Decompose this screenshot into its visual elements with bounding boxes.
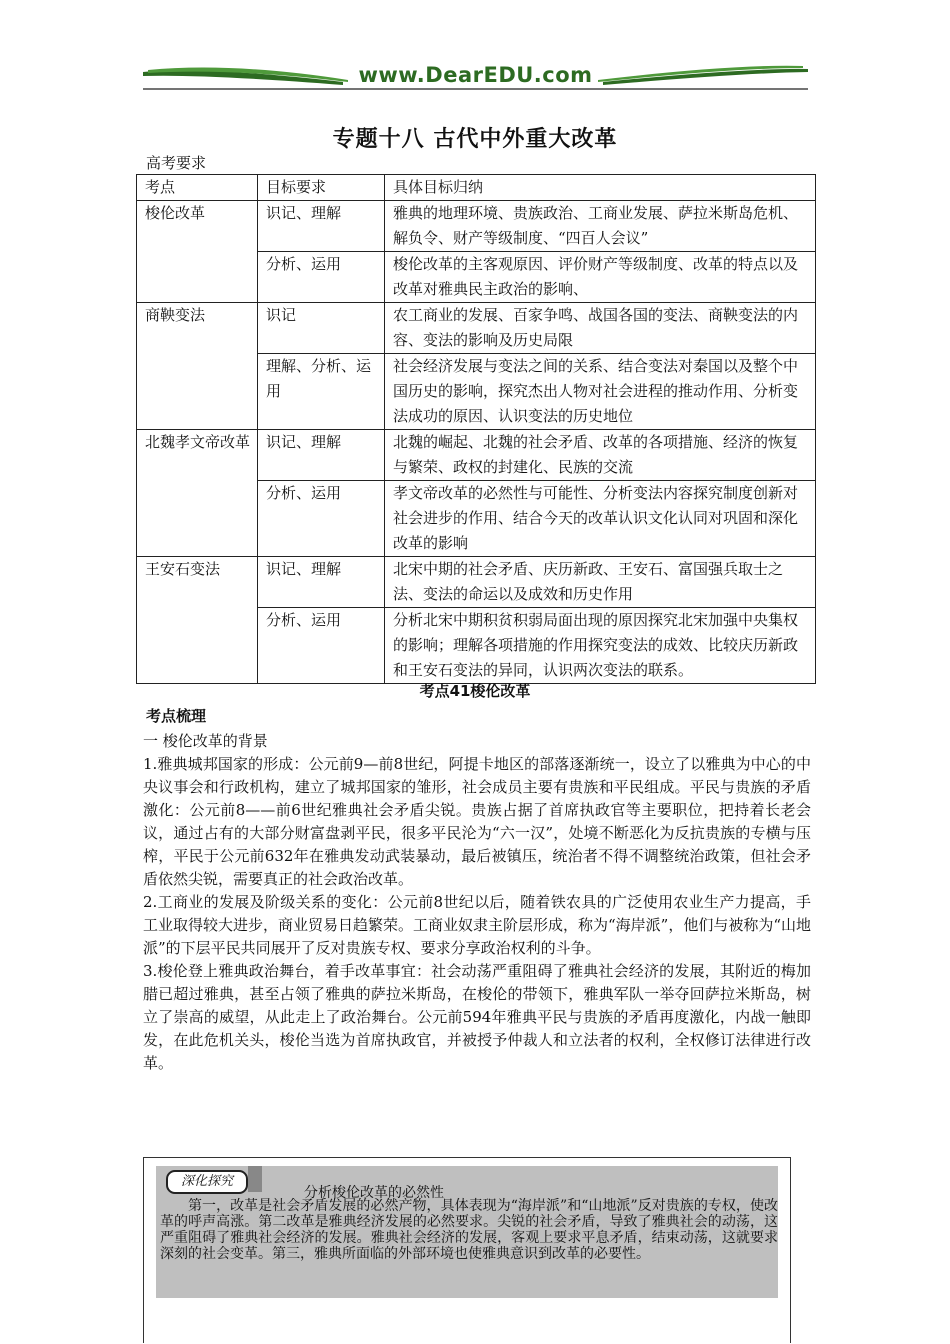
topic-cell: 梭伦改革 <box>137 201 258 303</box>
goal-cell: 识记、理解 <box>258 201 385 252</box>
paragraph: 2.工商业的发展及阶级关系的变化：公元前8世纪以后，随着铁农具的广泛使用农业生产力提高，手工业取得较大进步，商业贸易日趋繁荣。工商业奴隶主阶层形成，称为“海岸派”，他们与被称为“山地派”的下层平民共同展开了反对贵族专权、要求分享政治权利的斗争。 <box>143 893 812 957</box>
column-header: 目标要求 <box>258 175 385 201</box>
paragraph: 一 梭伦改革的背景 <box>143 732 268 750</box>
requirements-table <box>136 174 816 684</box>
paragraph: 1.雅典城邦国家的形成：公元前9—前8世纪，阿提卡地区的部落逐渐统一，设立了以雅典为中心的中央议事会和行政机构，建立了城邦国家的雏形，社会成员主要有贵族和平民组成。平民与贵族的矛盾激化：公元前8——前6世纪雅典社会矛盾尖锐。贵族占据了首席执政官等主要职位，把持着长老会议，通过占有的大部分财富盘剥平民，很多平民沦为“六一汉”，处境不断恶化为反抗贵族的专横与压榨，平民于公元前632年在雅典发动武装暴动，最后被镇压，统治者不得不调整统治政策，但社会矛盾依然尖锐，需要真正的社会政治改革。 <box>143 755 811 888</box>
section-title: 考点41梭伦改革 <box>419 682 531 700</box>
topic-cell: 北魏孝文帝改革 <box>137 430 258 557</box>
detail-cell: 北魏的崛起、北魏的社会矛盾、改革的各项措施、经济的恢复与繁荣、政权的封建化、民族的交流 <box>385 430 816 481</box>
detail-cell: 分析北宋中期积贫积弱局面出现的原因探究北宋加强中央集权的影响；理解各项措施的作用探究变法的成效、比较庆历新政和王安石变法的异同，认识两次变法的联系。 <box>385 608 816 684</box>
column-header: 考点 <box>137 175 258 201</box>
requirements-label: 高考要求 <box>146 154 207 172</box>
table-header-row <box>137 175 816 201</box>
detail-cell: 北宋中期的社会矛盾、庆历新政、王安石、富国强兵取士之法、变法的命运以及成效和历史作用 <box>385 557 816 608</box>
explore-badge: 深化探究 <box>166 1170 248 1194</box>
detail-cell: 孝文帝改革的必然性与可能性、分析变法内容探究制度创新对社会进步的作用、结合今天的改革认识文化认同对巩固和深化改革的影响 <box>385 481 816 557</box>
column-header: 具体目标归纳 <box>385 175 816 201</box>
explore-box <box>143 1157 791 1343</box>
detail-cell: 社会经济发展与变法之间的关系、结合变法对秦国以及整个中国历史的影响，探究杰出人物对社会进程的推动作用、分析变法成功的原因、认识变法的历史地位 <box>385 354 816 430</box>
site-url[interactable]: www.DearEDU.com <box>358 63 593 87</box>
table-row <box>137 303 816 354</box>
table-row <box>137 430 816 481</box>
table-row <box>137 557 816 608</box>
goal-cell: 分析、运用 <box>258 252 385 303</box>
detail-cell: 雅典的地理环境、贵族政治、工商业发展、萨拉米斯岛危机、解负令、财产等级制度、“四百人会议” <box>385 201 816 252</box>
goal-cell: 分析、运用 <box>258 608 385 684</box>
detail-cell: 农工商业的发展、百家争鸣、战国各国的变法、商鞅变法的内容、变法的影响及历史局限 <box>385 303 816 354</box>
section-subtitle: 考点梳理 <box>146 707 207 725</box>
header-banner <box>143 60 808 94</box>
explore-heading: 分析梭伦改革的必然性 <box>304 1185 444 1201</box>
table-row <box>137 201 816 252</box>
goal-cell: 分析、运用 <box>258 481 385 557</box>
goal-cell: 识记 <box>258 303 385 354</box>
body-text <box>143 730 811 1075</box>
goal-cell: 识记、理解 <box>258 430 385 481</box>
explore-badge-tab <box>248 1166 262 1192</box>
goal-cell: 理解、分析、运用 <box>258 354 385 430</box>
topic-cell: 王安石变法 <box>137 557 258 684</box>
page-title: 专题十八 古代中外重大改革 <box>332 126 618 152</box>
paragraph: 3.梭伦登上雅典政治舞台，着手改革事宜：社会动荡严重阻碍了雅典社会经济的发展，其附近的梅加腊已超过雅典，甚至占领了雅典的萨拉米斯岛，在梭伦的带领下，雅典军队一举夺回萨拉米斯岛，树立了崇高的威望，从此走上了政治舞台。公元前594年雅典平民与贵族的矛盾再度激化，内战一触即发，在此危机关头，梭伦当选为首席执政官，并被授予仲裁人和立法者的权利，全权修订法律进行改革。 <box>143 962 811 1072</box>
goal-cell: 识记、理解 <box>258 557 385 608</box>
topic-cell: 商鞅变法 <box>137 303 258 430</box>
explore-text: 第一，改革是社会矛盾发展的必然产物，具体表现为“海岸派”和“山地派”反对贵族的专权，使改革的呼声高涨。第二改革是雅典经济发展的必然要求。尖锐的社会矛盾，导致了雅典社会的动荡，这严重阻碍了雅典社会经济的发展。雅典社会经济的发展，客观上要求平息矛盾，结束动荡，这就要求深刻的社会变革。第三，雅典所面临的外部环境也使雅典意识到改革的必要性。 <box>160 1198 778 1262</box>
detail-cell: 梭伦改革的主客观原因、评价财产等级制度、改革的特点以及改革对雅典民主政治的影响、 <box>385 252 816 303</box>
